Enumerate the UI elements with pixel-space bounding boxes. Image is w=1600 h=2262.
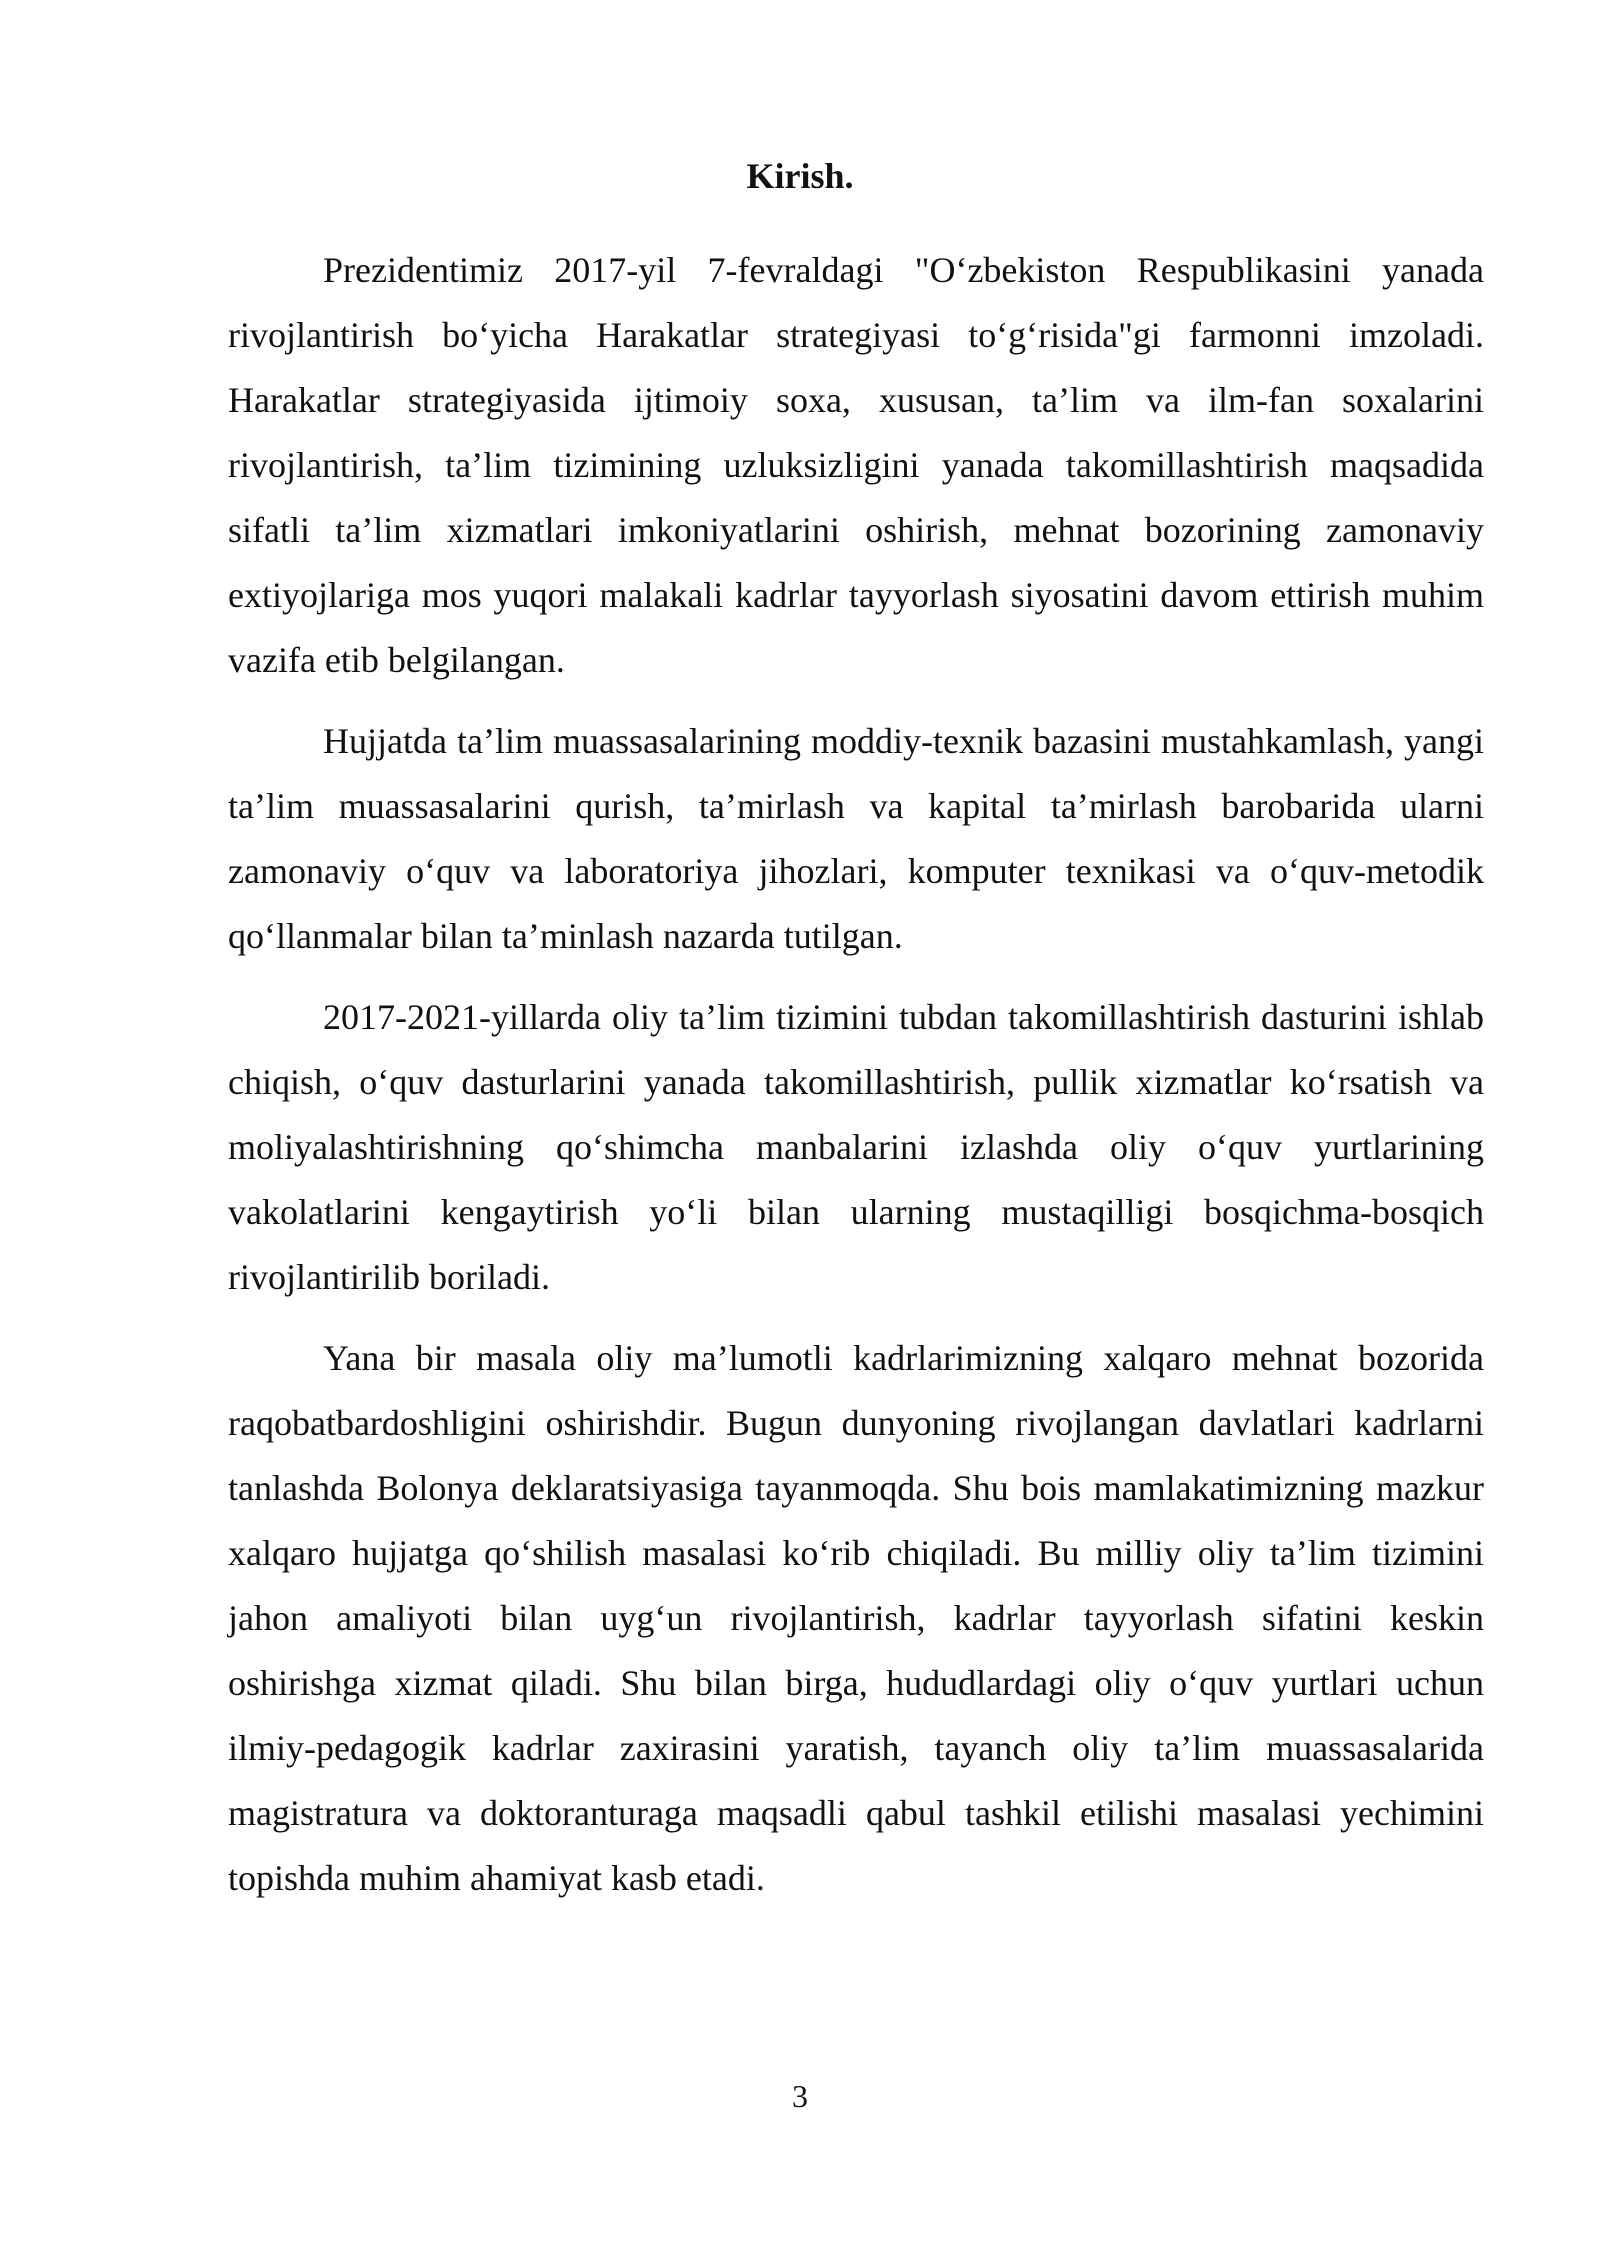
document-body xyxy=(228,238,1484,1927)
paragraph-2: Hujjatda ta’lim muassasalarining moddiy-texnik bazasini mustahkamlash, yangi ta’lim muassasalarini qurish, ta’mirlash va kapital ta’mirlash barobarida ularni zamonaviy o‘quv va laboratoriya jihozlari, komputer texnikasi va o‘quv-metodik qo‘llanmalar bilan ta’minlash nazarda tutilgan. xyxy=(228,721,1484,956)
paragraph-4: Yana bir masala oliy ma’lumotli kadrlarimizning xalqaro mehnat bozorida raqobatbardoshligini oshirishdir. Bugun dunyoning rivojlangan davlatlari kadrlarni tanlashda Bolonya deklaratsiyasiga tayanmoqda. Shu bois mamlakatimizning mazkur xalqaro hujjatga qo‘shilish masalasi ko‘rib chiqiladi. Bu milliy oliy ta’lim tizimini jahon amaliyoti bilan uyg‘un rivojlantirish, kadrlar tayyorlash sifatini keskin oshirishga xizmat qiladi. Shu bilan birga, hududlardagi oliy o‘quv yurtlari uchun ilmiy-pedagogik kadrlar zaxirasini yaratish, tayanch oliy ta’lim muassasalarida magistratura va doktoranturaga maqsadli qabul tashkil etilishi masalasi yechimini topishda muhim ahamiyat kasb etadi. xyxy=(228,1338,1484,1898)
page-number: 3 xyxy=(792,2078,808,2114)
page-heading: Kirish. xyxy=(746,156,854,196)
paragraph-1: Prezidentimiz 2017-yil 7-fevraldagi "O‘zbekiston Respublikasini yanada rivojlantirish bo‘yicha Harakatlar strategiyasi to‘g‘risida"gi farmonni imzoladi. Harakatlar strategiyasida ijtimoiy soxa, xususan, ta’lim va ilm-fan soxalarini rivojlantirish, ta’lim tizimining uzluksizligini yanada takomillashtirish maqsadida sifatli ta’lim xizmatlari imkoniyatlarini oshirish, mehnat bozorining zamonaviy extiyojlariga mos yuqori malakali kadrlar tayyorlash siyosatini davom ettirish muhim vazifa etib belgilangan. xyxy=(228,250,1484,680)
paragraph-3: 2017-2021-yillarda oliy ta’lim tizimini tubdan takomillashtirish dasturini ishlab chiqish, o‘quv dasturlarini yanada takomillashtirish, pullik xizmatlar ko‘rsatish va moliyalashtirishning qo‘shimcha manbalarini izlashda oliy o‘quv yurtlarining vakolatlarini kengaytirish yo‘li bilan ularning mustaqilligi bosqichma-bosqich rivojlantirilib boriladi. xyxy=(228,997,1484,1297)
